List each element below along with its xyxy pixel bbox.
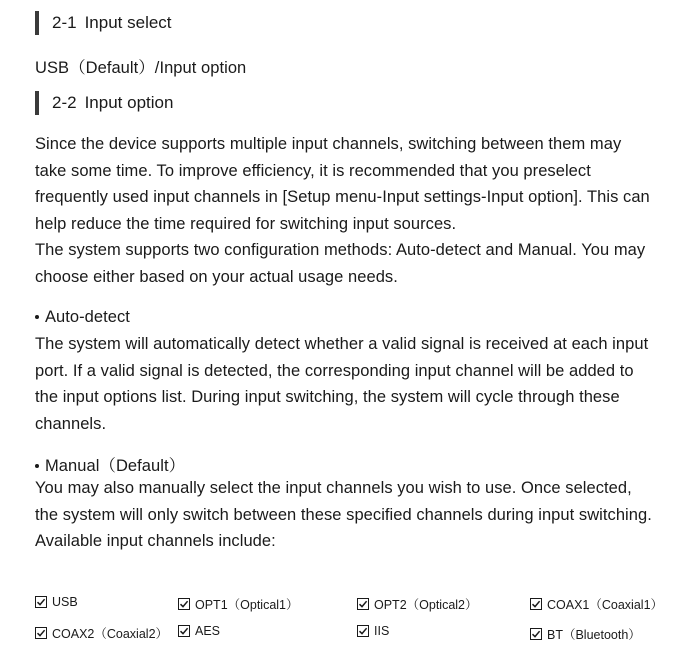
channel-option-coax1[interactable] <box>530 595 663 613</box>
channels-label: Available input channels include: <box>35 532 276 551</box>
manual-heading <box>35 452 185 476</box>
auto-detect-heading <box>35 308 130 327</box>
checkbox-checked-icon[interactable] <box>357 598 369 610</box>
channel-label: COAX2（Coaxial2） <box>52 627 169 641</box>
channel-option-opt2[interactable] <box>357 595 478 613</box>
manual-text: You may also manually select the input channels you wish to use. Once selected, the system will only switch between these specified channels during input switching. <box>35 479 652 524</box>
section-number: 2-2 <box>52 93 77 112</box>
checkbox-checked-icon[interactable] <box>35 596 47 608</box>
channel-label: IIS <box>374 624 390 638</box>
auto-detect-title: Auto-detect <box>45 308 130 326</box>
checkbox-checked-icon[interactable] <box>178 598 190 610</box>
channel-label: COAX1（Coaxial1） <box>547 598 664 612</box>
section-title: Input option <box>84 93 174 112</box>
channel-option-coax2[interactable] <box>35 624 168 642</box>
manual-paragraph <box>35 475 655 555</box>
section-number: 2-1 <box>52 13 77 32</box>
channel-option-opt1[interactable] <box>178 595 299 613</box>
section-title: Input select <box>84 13 172 32</box>
auto-detect-paragraph: The system will automatically detect whether a valid signal is received at each input port. If a valid signal is detected, the corresponding input channel will be added to the input options list. During input switching, the system will cycle through these channels. <box>35 335 649 433</box>
intro-text: Since the device supports multiple input channels, switching between them may take some time. To improve efficiency, it is recommended that you preselect frequently used input channels in [Setup menu-Input settings-Input option]. This can help reduce the time required for switching input sources. <box>35 135 650 233</box>
checkbox-checked-icon[interactable] <box>357 625 369 637</box>
channel-option-iis[interactable] <box>357 624 389 638</box>
checkbox-checked-icon[interactable] <box>35 627 47 639</box>
intro-paragraph <box>35 131 655 291</box>
channel-label: AES <box>195 624 221 638</box>
channel-label: OPT2（Optical2） <box>374 598 478 612</box>
checkbox-checked-icon[interactable] <box>530 598 542 610</box>
intro-text: The system supports two configuration methods: Auto-detect and Manual. You may choose either based on your actual usage needs. <box>35 241 646 286</box>
channel-label: USB <box>52 595 78 609</box>
channel-label: BT（Bluetooth） <box>547 628 641 642</box>
manual-title: Manual（Default） <box>45 457 186 475</box>
section-heading-input-option <box>35 91 173 115</box>
channel-option-aes[interactable] <box>178 624 220 638</box>
checkbox-checked-icon[interactable] <box>530 628 542 640</box>
input-select-value: USB（Default）/Input option <box>35 59 247 77</box>
section-heading-input-select <box>35 11 172 35</box>
channel-label: OPT1（Optical1） <box>195 598 299 612</box>
channel-option-bt[interactable] <box>530 625 641 643</box>
channel-option-usb[interactable] <box>35 595 78 609</box>
checkbox-checked-icon[interactable] <box>178 625 190 637</box>
